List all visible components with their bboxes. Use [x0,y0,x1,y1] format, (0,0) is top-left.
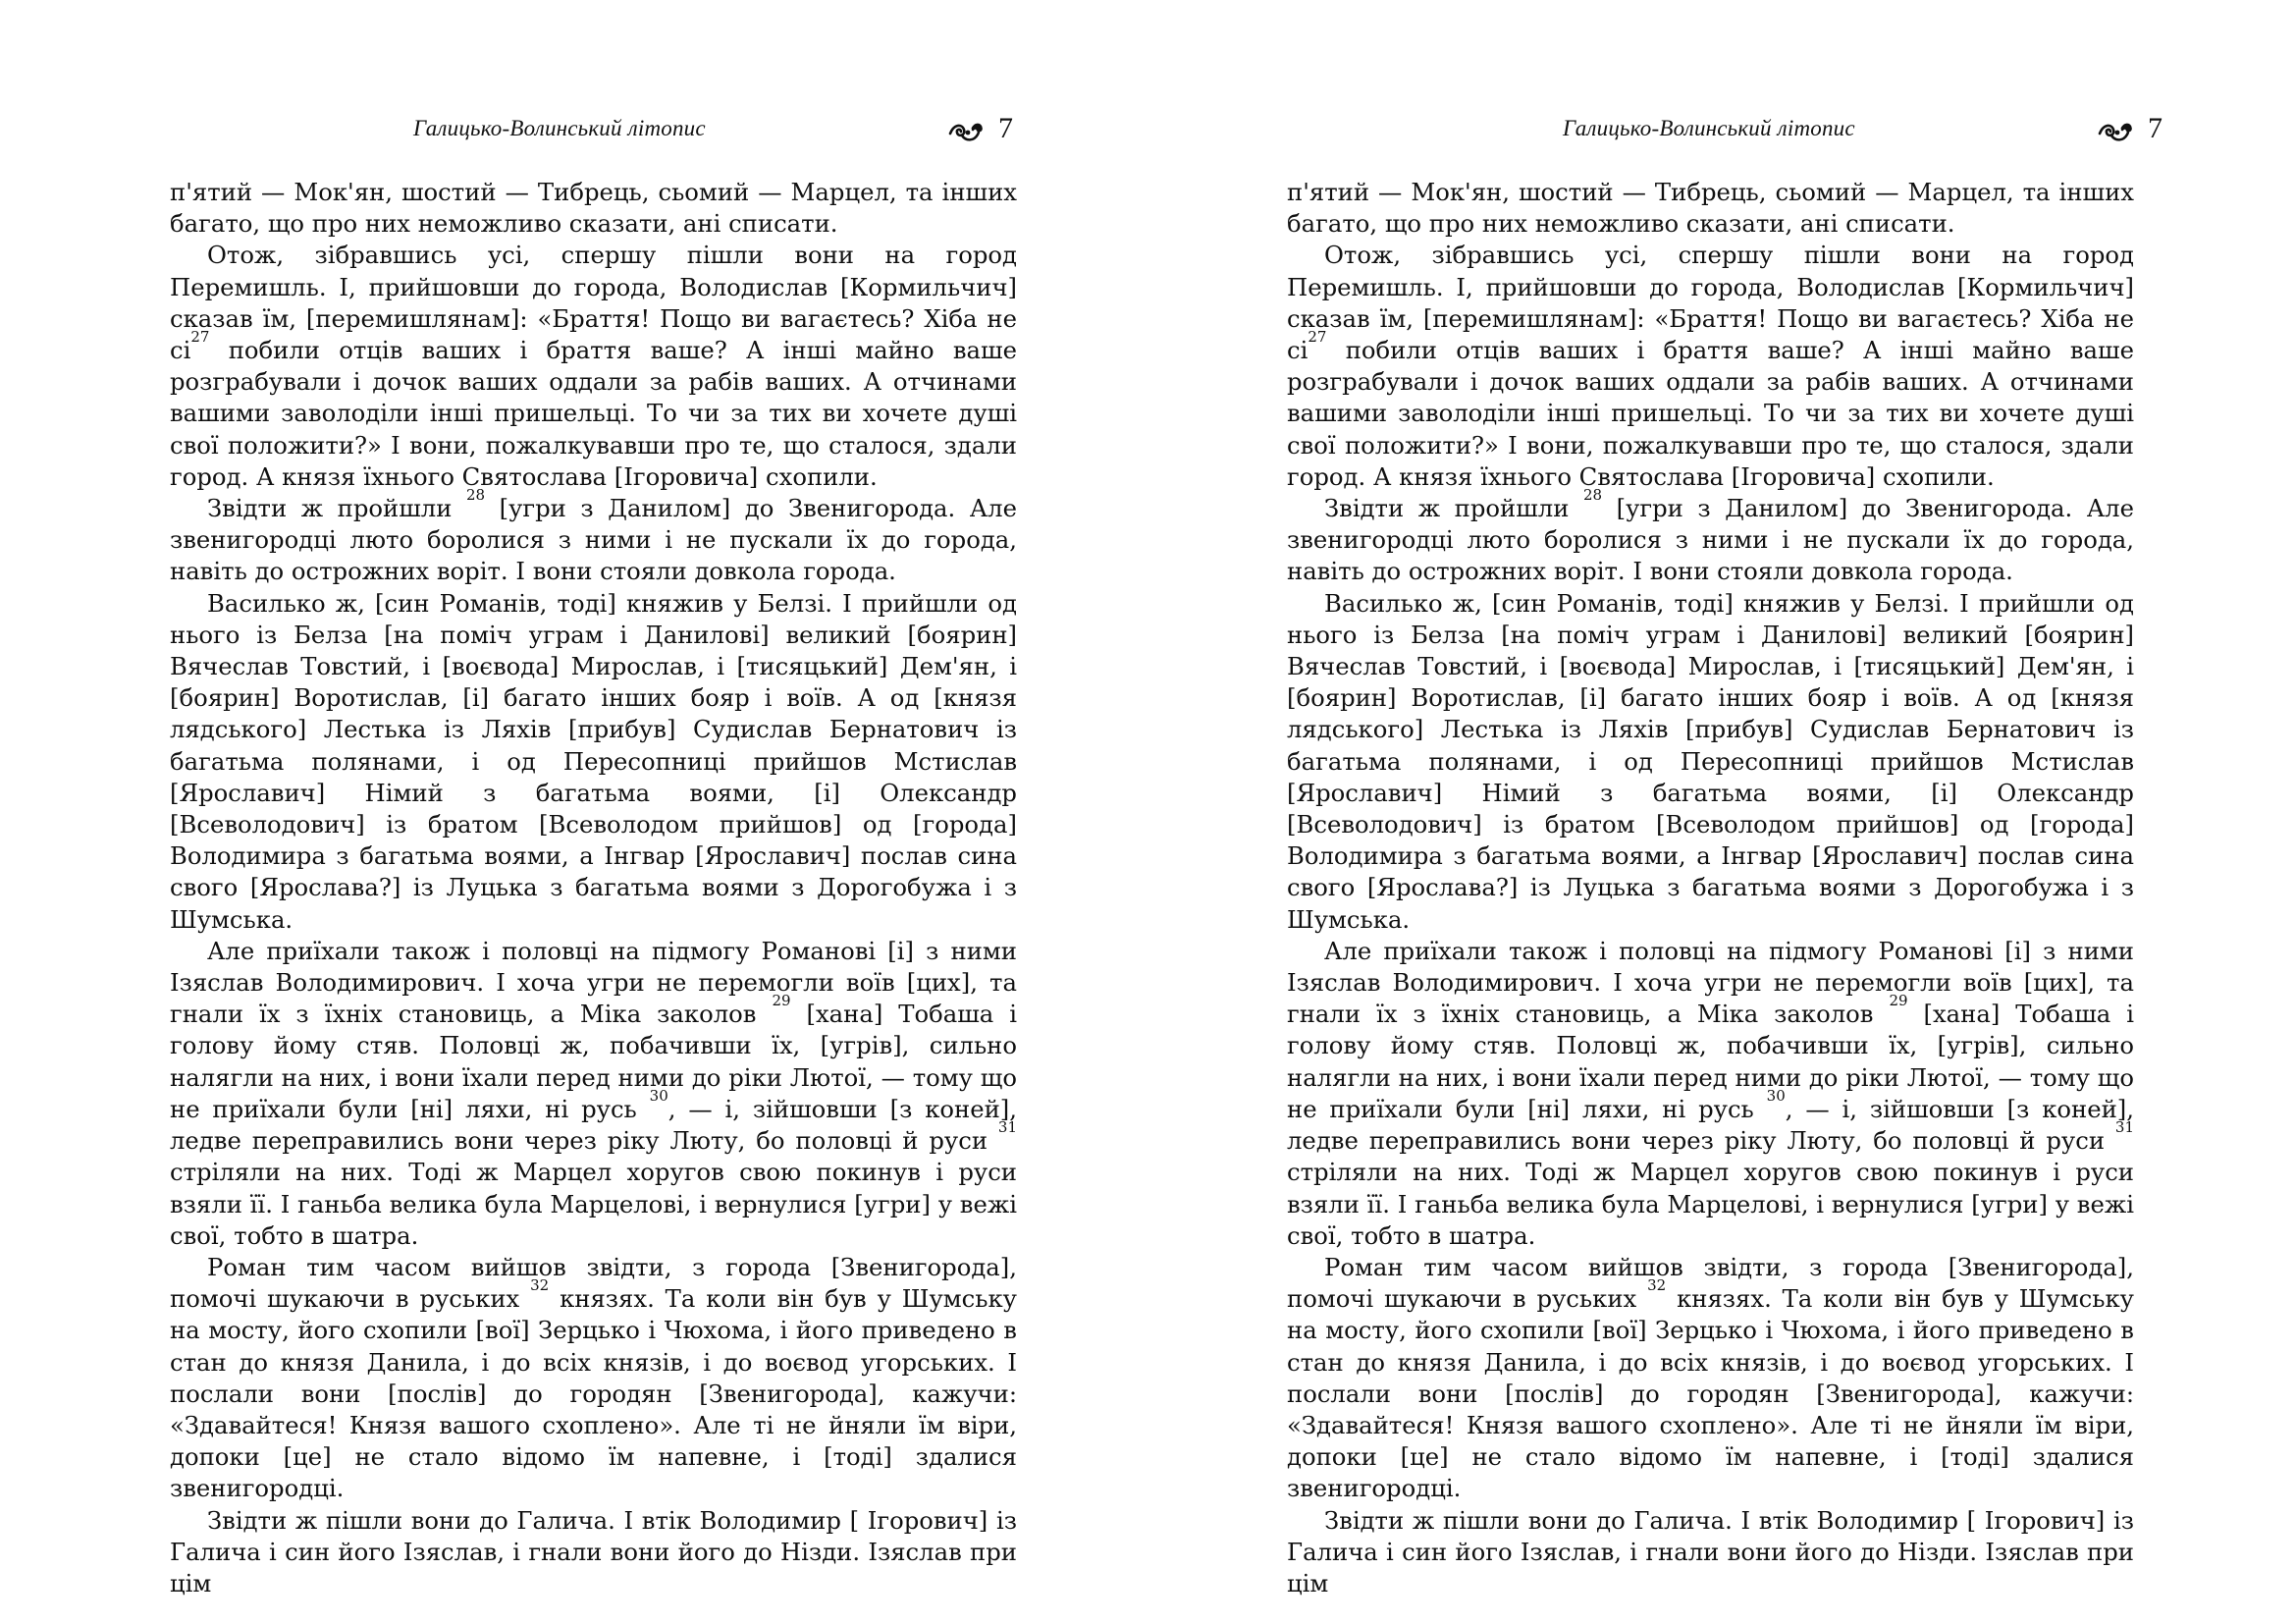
page-number: 7 [998,112,1013,144]
paragraph: п'ятий — Мок'ян, шостий — Тибрець, сьомий — Марцел, та інших багато, що про них неможливо сказати, ані списати. [1287,178,2134,239]
footnote-ref[interactable]: 29 [1889,992,1908,1010]
fleuron-ornament-icon [948,120,984,143]
body-text [1287,177,2134,1599]
paragraph: Василько ж, [син Романів, тоді] княжив у Белзі. І прийшли од нього із Белза [на поміч уграм і Данилові] великий [боярин] Вячеслав Товстий, і [воєвода] Мирослав, і [тисяцький] Дем'ян, і [боярин] Воротислав, [і] багато інших бояр і воїв. А од [князя лядського] Лестька із Ляхів [прибув] Судислав Бернатович із багатьма полянами, і од Пересопниці прийшов Мстислав [Ярославич] Німий з багатьма воями, [і] Олександр [Всеволодович] із братом [Всеволодом прийшов] од [города] Володимира з багатьма воями, а Інгвар [Ярославич] послав сина свого [Ярослава?] із Луцька з багатьма воями з Дорогобужа і з Шумська. [1287,588,2134,934]
paragraph: Отож, зібравшись усі, спершу пішли вони на город Перемишль. І, прийшовши до города, Володислав [Кормильчич] сказав їм, [перемишлянам]: «Браття! Пощо ви вагаєтесь? Хіба не сі$^{27}$ побили отців ваших і браття ваше? А інші майно ваше розграбували і дочок ваших оддали за рабів ваших. А отчинами вашими заволоділи інші пришельці. То чи за тих ви хочете душі свої положити?» І вони, пожалкувавши про те, що сталося, здали город. А князя їхнього Святослава [Ігоровича] схопили. [1287,241,2134,491]
footnote-ref[interactable]: 27 [1308,328,1327,347]
footnote-ref[interactable]: 30 [1766,1086,1786,1105]
page-number: 7 [2148,112,2163,144]
footnote-ref[interactable]: 31 [997,1118,1017,1137]
paragraph: Але приїхали також і половці на підмогу Романові [і] з ними Ізяслав Володимирович. І хоча угри не перемогли воїв [цих], та гнали їх з їхніх становиць, а Міка заколов $^{29}$ [хана] Тобаша і голову йому стяв. Половці ж, побачивши їх, [угрів], сильно налягли на них, і вони їхали перед ними до ріки Лютої, — тому що не приїхали були [ні] ляхи, ні русь $^{30}$, — і, зійшовши [з коней], ледве переправились вони через ріку Люту, бо половці й руси $^{31}$ стріляли на них. Тоді ж Марцел хоругов свою покинув і руси взяли її. І ганьба велика була Марцелові, і вернулися [угри] у вежі свої, тобто в шатра. [170,936,1018,1250]
running-title: Галицько-Волинський літопис [1563,116,1855,140]
paragraph: Василько ж, [син Романів, тоді] княжив у Белзі. І прийшли од нього із Белза [на поміч уграм і Данилові] великий [боярин] Вячеслав Товстий, і [воєвода] Мирослав, і [тисяцький] Дем'ян, і [боярин] Воротислав, [і] багато інших бояр і воїв. А од [князя лядського] Лестька із Ляхів [прибув] Судислав Бернатович із багатьма полянами, і од Пересопниці прийшов Мстислав [Ярославич] Німий з багатьма воями, [і] Олександр [Всеволодович] із братом [Всеволодом прийшов] од [города] Володимира з багатьма воями, а Інгвар [Ярославич] послав сина свого [Ярослава?] із Луцька з багатьма воями з Дорогобужа і з Шумська. [170,588,1017,934]
body-text [170,177,1017,1599]
fleuron-ornament-icon [2098,120,2133,143]
footnote-ref[interactable]: 31 [2114,1118,2134,1137]
paragraph: Отож, зібравшись усі, спершу пішли вони на город Перемишль. І, прийшовши до города, Володислав [Кормильчич] сказав їм, [перемишлянам]: «Браття! Пощо ви вагаєтесь? Хіба не сі$^{27}$ побили отців ваших і браття ваше? А інші майно ваше розграбували і дочок ваших оддали за рабів ваших. А отчинами вашими заволоділи інші пришельці. То чи за тих ви хочете душі свої положити?» І вони, пожалкувавши про те, що сталося, здали город. А князя їхнього Святослава [Ігоровича] схопили. [170,241,1017,491]
paragraph: Звідти ж пішли вони до Галича. І втік Володимир [ Ігорович] із Галича і син його Ізяслав, і гнали вони його до Нізди. Ізяслав при цім [1287,1505,2134,1597]
paragraph: Роман тим часом вийшов звідти, з города [Звенигорода], помочі шукаючи в руських $^{32}$ князях. Та коли він був у Шумську на мосту, його схопили [вої] Зерцько і Чюхома, і його приведено в стан до князя Данила, і до всіх князів, і до воєвод угорських. І послали вони [послів] до городян [Звенигорода], кажучи: «Здавайтеся! Князя вашого схоплено». Але ті не йняли їм віри, допоки [це] не стало відомо їм напевне, і [тоді] здалися звенигородці. [1287,1252,2134,1503]
paragraph: п'ятий — Мок'ян, шостий — Тибрець, сьомий — Марцел, та інших багато, що про них неможливо сказати, ані списати. [170,178,1017,239]
paragraph: Звідти ж пішли вони до Галича. І втік Володимир [ Ігорович] із Галича і син його Ізяслав, і гнали вони його до Нізди. Ізяслав при цім [170,1505,1017,1597]
paragraph: Але приїхали також і половці на підмогу Романові [і] з ними Ізяслав Володимирович. І хоча угри не перемогли воїв [цих], та гнали їх з їхніх становиць, а Міка заколов $^{29}$ [хана] Тобаша і голову йому стяв. Половці ж, побачивши їх, [угрів], сильно налягли на них, і вони їхали перед ними до ріки Лютої, — тому що не приїхали були [ні] ляхи, ні русь $^{30}$, — і, зійшовши [з коней], ледве переправились вони через ріку Люту, бо половці й руси $^{31}$ стріляли на них. Тоді ж Марцел хоругов свою покинув і руси взяли її. І ганьба велика була Марцелові, і вернулися [угри] у вежі свої, тобто в шатра. [1287,936,2135,1250]
footnote-ref[interactable]: 32 [1647,1276,1667,1295]
right-page [1148,0,2296,1624]
footnote-ref[interactable]: 28 [465,486,486,505]
paragraph: Звідти ж пройшли $^{28}$ [угри з Данилом] до Звенигорода. Але звенигородці люто боролися з ними і не пускали їх до города, навіть до острожних воріт. І вони стояли довкола города. [1287,486,2134,586]
footnote-ref[interactable]: 29 [772,992,791,1010]
paragraph: Звідти ж пройшли $^{28}$ [угри з Данилом] до Звенигорода. Але звенигородці люто боролися з ними і не пускали їх до города, навіть до острожних воріт. І вони стояли довкола города. [170,486,1017,586]
running-head [413,112,1024,151]
paragraph: Роман тим часом вийшов звідти, з города [Звенигорода], помочі шукаючи в руських $^{32}$ князях. Та коли він був у Шумську на мосту, його схопили [вої] Зерцько і Чюхома, і його приведено в стан до князя Данила, і до всіх князів, і до воєвод угорських. І послали вони [послів] до городян [Звенигорода], кажучи: «Здавайтеся! Князя вашого схоплено». Але ті не йняли їм віри, допоки [це] не стало відомо їм напевне, і [тоді] здалися звенигородці. [170,1252,1017,1503]
footnote-ref[interactable]: 28 [1582,486,1603,505]
running-head [1563,112,2173,151]
footnote-ref[interactable]: 30 [649,1086,668,1105]
footnote-ref[interactable]: 27 [190,328,210,347]
footnote-ref[interactable]: 32 [530,1276,550,1295]
running-title: Галицько-Волинський літопис [413,116,706,140]
